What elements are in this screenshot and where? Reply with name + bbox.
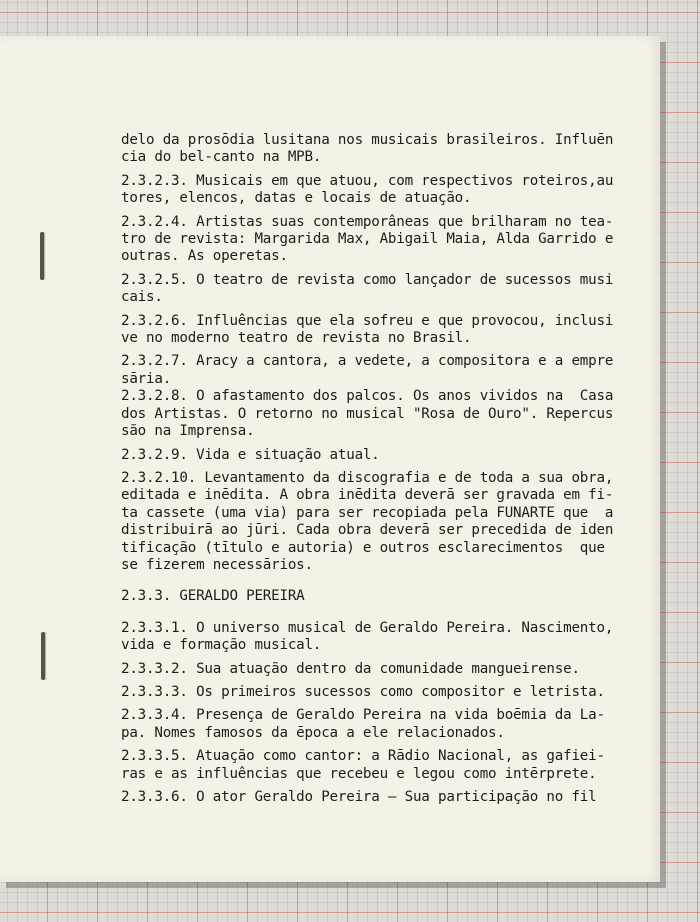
text-line: vida e formação musical. [121,637,322,654]
text-line: cia do bel-canto na MPB. [121,149,322,166]
text-line: outras. As operetas. [121,248,288,265]
paragraph [121,172,614,208]
text-line: dos Artistas. O retorno no musical "Rosa de Ouro". Repercus [121,405,614,422]
staple-top [40,232,44,280]
paragraph [121,312,614,348]
text-line: se fizerem necessārios. [121,556,313,573]
text-line: tificação (tītulo e autoria) e outros esclarecimentos que [121,539,605,556]
text-line: ta cassete (uma via) para ser recopiada pela FUNARTE que a [121,504,614,521]
text-line: 2.3.3. GERALDO PEREIRA [121,588,305,605]
paragraph [121,447,591,464]
text-line: pa. Nomes famosos da ēpoca a ele relacionados. [121,724,505,741]
paragraph [121,388,614,440]
paragraph [121,271,614,307]
staple-bottom [41,632,45,680]
text-line: 2.3.2.8. O afastamento dos palcos. Os anos vividos na Casa [121,388,614,405]
paragraph [121,748,605,783]
text-line: editada e inēdita. A obra inēdita deverā ser gravada em fi- [121,487,614,504]
text-line: 2.3.2.6. Influências que ela sofreu e que provocou, inclusi [121,312,614,329]
text-line: 2.3.2.4. Artistas suas contemporâneas que brilharam no tea- [121,213,614,230]
text-line: 2.3.2.5. O teatro de revista como lançador de sucessos musi [121,271,614,288]
paragraph [121,707,605,742]
text-line: sāria. [121,370,172,387]
paragraph [121,661,591,678]
text-line: distribuirā ao jūri. Cada obra deverā ser precedida de iden [121,522,614,539]
text-line: 2.3.2.7. Aracy a cantora, a vedete, a compositora e a empre [121,353,614,370]
text-line: ras e as influências que recebeu e legou como intērprete. [121,765,597,782]
text-line: tores, elencos, datas e locais de atuação. [121,190,472,207]
text-line: 2.3.3.5. Atuação como cantor: a Rādio Nacional, as gafiei- [121,748,605,765]
text-line: 2.3.2.9. Vida e situação atual. [121,446,380,463]
text-line: 2.3.3.6. O ator Geraldo Pereira — Sua participação no fil [121,789,597,805]
text-line: delo da prosōdia lusitana nos musicais brasileiros. Influēn [121,132,614,148]
text-line: cais. [121,289,163,306]
paragraph [121,619,614,655]
paragraph [121,132,614,167]
document-text [121,132,614,806]
paragraph [121,353,614,388]
text-line: são na Imprensa. [121,423,255,440]
text-line: 2.3.3.2. Sua atuação dentro da comunidade mangueirense. [121,660,580,677]
section-heading [121,588,591,605]
text-line: 2.3.2.3. Musicais em que atuou, com respectivos roteiros,au [121,172,614,189]
paragraph [121,213,614,266]
text-line: 2.3.3.4. Presença de Geraldo Pereira na vida boēmia da La- [121,707,605,724]
paragraph [121,789,597,806]
paragraph [121,469,614,574]
text-line: 2.3.2.10. Levantamento da discografia e de toda a sua obra, [121,469,614,486]
text-line: ve no moderno teatro de revista no Brasil. [121,330,472,347]
text-line: tro de revista: Margarida Max, Abigail Maia, Alda Garrido e [121,231,614,248]
text-line: 2.3.3.3. Os primeiros sucessos como compositor e letrista. [121,683,605,700]
paragraph [121,683,605,701]
text-line: 2.3.3.1. O universo musical de Geraldo Pereira. Nascimento, [121,619,614,636]
